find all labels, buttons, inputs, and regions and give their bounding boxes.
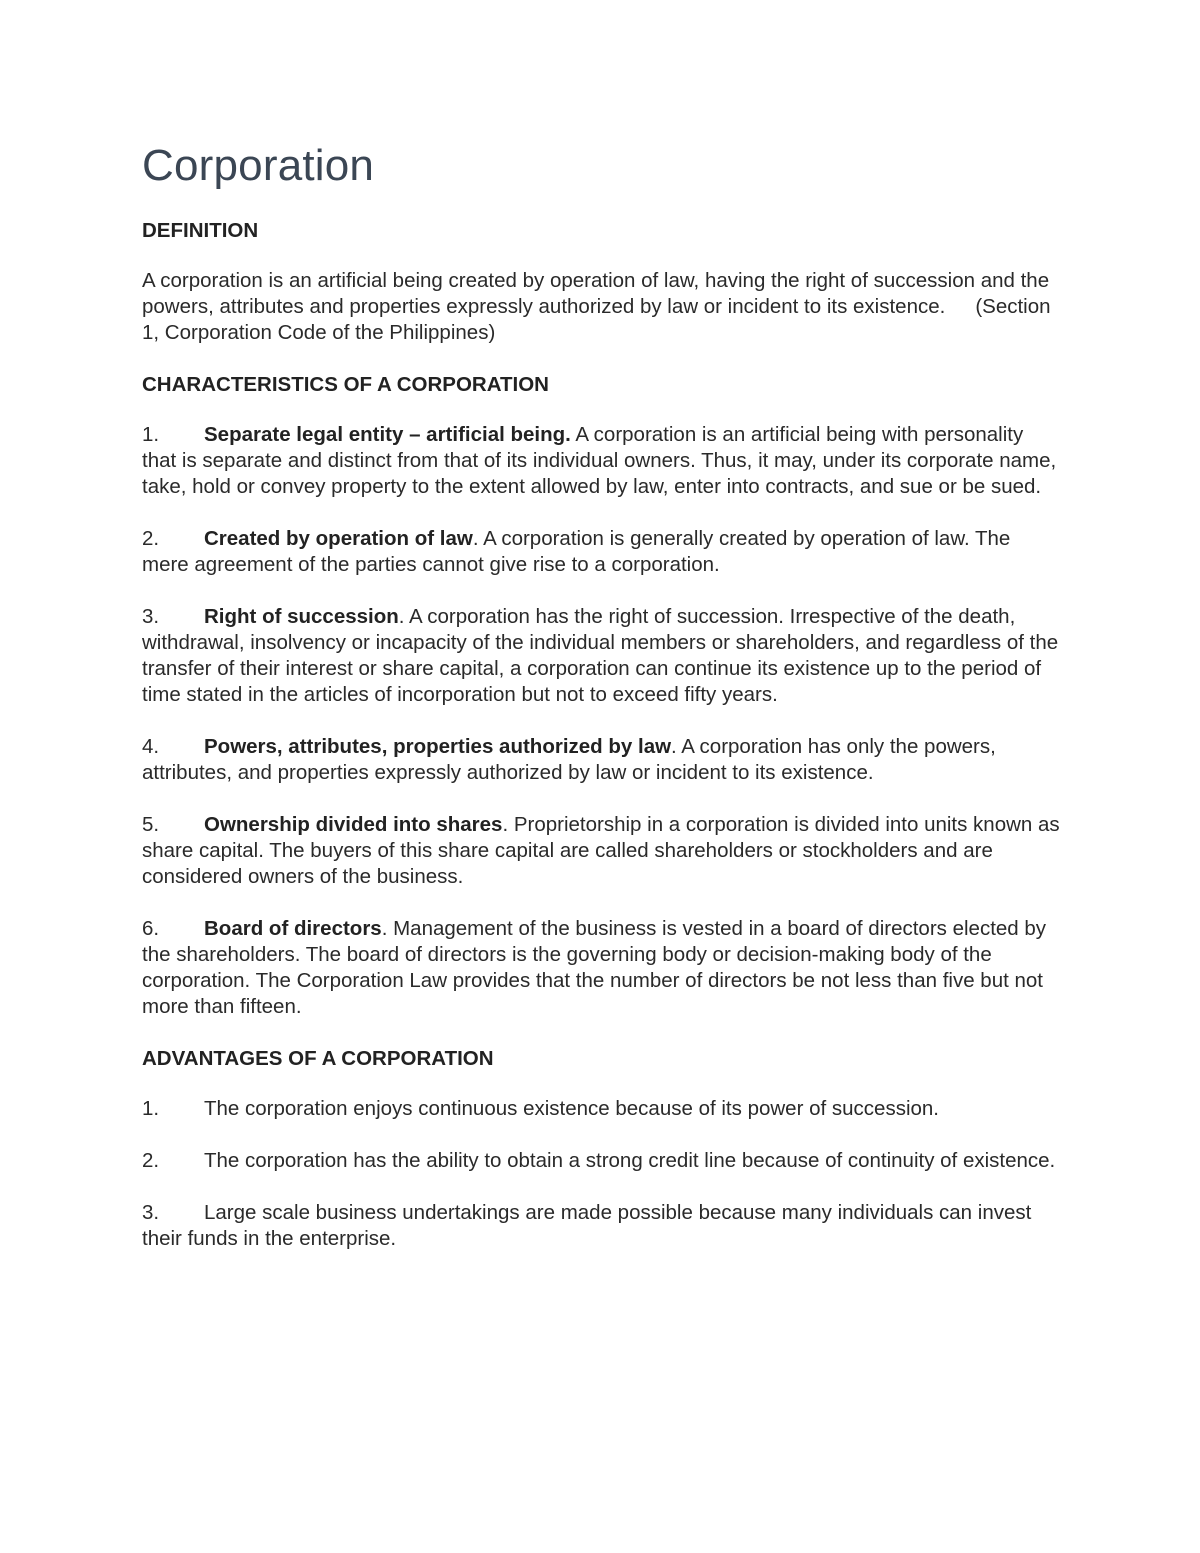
- item-text: . A corporation has the right of succession. Irrespective of the death, withdrawal, insolvency or incapacity of the individual members or shareholders, and regardless of the transfer of their interest or share capital, a corporation can continue its existence up to the period of time stated in the articles of incorporation but not to exceed fifty years.: [142, 605, 1059, 706]
- item-text: The corporation has the ability to obtain a strong credit line because of continuity of existence.: [204, 1149, 1056, 1172]
- item-title: Board of directors: [204, 917, 382, 940]
- page-title: Corporation: [142, 141, 375, 190]
- item-title: Separate legal entity – artificial being.: [204, 423, 571, 446]
- item-text: . A corporation has only the powers, attributes, and properties expressly authorized by law or incident to its existence.: [142, 735, 996, 784]
- characteristic-item: [142, 812, 1062, 890]
- definition-heading: DEFINITION: [142, 219, 259, 242]
- advantages-heading: ADVANTAGES OF A CORPORATION: [142, 1047, 494, 1070]
- characteristic-item: [142, 526, 1062, 578]
- item-number: 1.: [142, 1097, 160, 1120]
- item-number: 6.: [142, 917, 160, 940]
- item-number: 1.: [142, 423, 160, 446]
- item-text: . Management of the business is vested in a board of directors elected by the shareholders. The board of directors is the governing body or decision-making body of the corporation. The Corporation Law provides that the number of directors be not less than five but not more than fifteen.: [142, 917, 1047, 1018]
- characteristic-item: [142, 734, 1062, 786]
- characteristic-item: [142, 604, 1062, 708]
- item-title: Powers, attributes, properties authorized by law: [204, 735, 672, 758]
- item-text: A corporation is an artificial being with personality that is separate and distinct from that of its individual owners. Thus, it may, under its corporate name, take, hold or convey property to the extent allowed by law, enter into contracts, and sue or be sued.: [142, 423, 1057, 498]
- characteristics-heading: CHARACTERISTICS OF A CORPORATION: [142, 373, 549, 396]
- item-number: 3.: [142, 605, 160, 628]
- item-title: Created by operation of law: [204, 527, 473, 550]
- advantage-item: [142, 1096, 1062, 1122]
- item-number: 2.: [142, 527, 160, 550]
- characteristic-item: [142, 422, 1062, 500]
- characteristic-item: [142, 916, 1062, 1020]
- item-title: Ownership divided into shares: [204, 813, 503, 836]
- item-number: 2.: [142, 1149, 160, 1172]
- item-number: 5.: [142, 813, 160, 836]
- item-number: 3.: [142, 1201, 160, 1224]
- item-text: . A corporation is generally created by operation of law. The mere agreement of the parties cannot give rise to a corporation.: [142, 527, 1011, 576]
- advantage-item: [142, 1200, 1062, 1252]
- item-text: Large scale business undertakings are made possible because many individuals can invest their funds in the enterprise.: [142, 1201, 1032, 1250]
- item-title: Right of succession: [204, 605, 399, 628]
- document-page: [142, 140, 1062, 1278]
- item-number: 4.: [142, 735, 160, 758]
- definition-paragraph: [142, 268, 1062, 346]
- advantage-item: [142, 1148, 1062, 1174]
- item-text: The corporation enjoys continuous existence because of its power of succession.: [204, 1097, 939, 1120]
- definition-citation: (Section 1, Corporation Code of the Philippines): [142, 295, 1051, 344]
- item-text: . Proprietorship in a corporation is divided into units known as share capital. The buyers of this share capital are called shareholders or stockholders and are considered owners of the business.: [142, 813, 1060, 888]
- definition-text: A corporation is an artificial being created by operation of law, having the right of succession and the powers, attributes and properties expressly authorized by law or incident to its existence.: [142, 269, 1050, 318]
